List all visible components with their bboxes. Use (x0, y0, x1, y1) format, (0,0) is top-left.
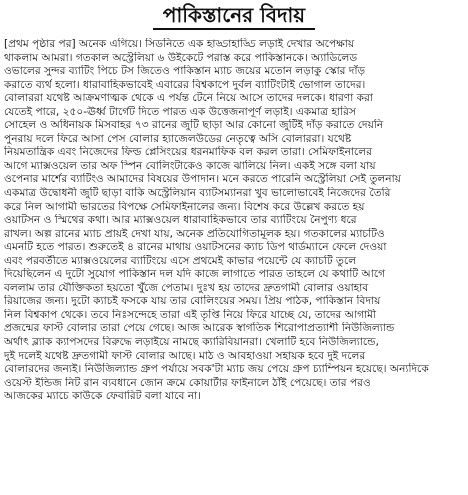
article-line: [প্রথম পৃষ্ঠার পর] অনেক এগিয়ে। সিডনিতে এক হাড্ডাহাড্ডি লড়াই দেখার অপেক্ষায় (4, 38, 355, 50)
article-line: এবং পরবর্তীতে ম্যাক্সওয়েলের ব্যাটিংয়ে এসে প্রথমেই কাভার পয়েন্টে যে ক্যাচটি তুলে (4, 254, 357, 267)
article-line: রাখল। অল্প রানের ম্যাচ প্রায়ই দেখা যায়, অনেক প্রতিযোগিতামূলক হয়। গতকালের ম্যাচটিও (4, 227, 385, 240)
article-line: যেতেই পারে, ২৫০-ঊর্ধ্ব টার্গেট দিতে পারত এক উত্তেজনাপূর্ণ লড়াই। একমাত্র হারিস (4, 105, 356, 118)
article-line: ওপেনার মার্শের ব্যাটিংও আমাদের বিষয়ের উপাদান। মনে করতে পারেনি অস্ট্রেলিয়া সেই তুলনায় (4, 173, 401, 186)
article-line: আগে ম্যাক্সওয়েল তার অফ স্পিন বোলিংটাকেও কাজে ঝালিয়ে নিল। একই সঙ্গে বলা যায় (4, 159, 376, 172)
article-headline: পাকিস্তানের বিদায় (153, 2, 315, 30)
article-line: সোহেল ও অধিনায়ক মিসবাহর ৭৩ রানের জুটি ছাড়া আর কোনো জুটিই দাঁড় করাতে দেয়নি (4, 119, 384, 132)
article-line: আজকের ম্যাচে কাউকে ফেবারিট বলা যাবে না। (4, 390, 201, 403)
article-line: অর্থাৎ ব্ল্যাক ক্যাপসদের বিরুদ্ধে লড়াইয়ে নামছে ক্যারিবিয়ানরা। খেলাটি হবে নিউজিল্যান্ডে, (4, 336, 379, 349)
article-line: নিয়মতান্ত্রিক এবং নিজেদের ফিল্ড প্লেসিংয়ের ধরনমাফিক বল করল তারা। সেমিফাইনালের (4, 146, 372, 159)
article-line: ওভালের সুন্দর ব্যাটিং পিচে টস জিতেও পাকিস্তান ম্যাচ জয়ের মতোন লড়াকু স্কোর দাঁড় (4, 65, 366, 78)
article-body (4, 38, 464, 404)
article-line: রিয়াজের জন্য। দুটো ক্যাচই ফসকে যায় তার বোলিংয়ের সময়। প্রিয় পাঠক, পাকিস্তান বিদায় (4, 295, 381, 308)
article-line: বোলাররা যথেষ্ট আক্রমণাত্মক থেকে এ পর্যন্ত টেনে নিয়ে আসে তাদের দলকে। ধারণা করা (4, 92, 373, 105)
article-page (4, 0, 464, 495)
article-line: দুই দলেই যথেষ্ট দ্রুতগামী ফাস্ট বোলার আছে। মাঠ ও আবহাওয়া সহায়ক হবে দুই দলের (4, 349, 366, 362)
article-line: করে নিল আগামী ভারতের বিপক্ষে সেমিফাইনালের জন্য। বিশেষ করে উল্লেখ করতে হয় (4, 200, 365, 213)
article-line: এমনটি হতে পারত। শুরুতেই ৪ রানের মাথায় ওয়াটসনের ক্যাচ ডিপ থার্ডম্যানে ফেলে দেওয়া (4, 241, 387, 254)
article-line: পুনরায় দলে ফিরে আসা পেস বোলার হ্যাজেলউডের নেতৃত্বে অসি বোলাররা। যথেষ্ট (4, 132, 352, 145)
article-line: দিয়েছিলেন এ দুটো সুযোগ পাকিস্তান দল যদি কাজে লাগাতে পারত তাহলে যে কথাটি আগে (4, 268, 386, 281)
article-line: নিল বিশ্বকাপ থেকে। তবে নিঃসন্দেহে তারা এই তৃপ্তি নিয়ে ফিরে যাচ্ছে যে, তাদের আগামী (4, 308, 377, 321)
headline-container (4, 2, 464, 30)
article-line: থাকলাম আমরা। গতকাল অস্ট্রেলিয়া ৬ উইকেটে পরাস্ত করে পাকিস্তানকে। অ্যাডিলেড (4, 51, 358, 64)
article-line: প্রজন্মের ফাস্ট বোলার তারা পেয়ে গেছে। আজ আরেক স্বাগতিক শিরোপাপ্রত্যাশী নিউজিল্যান্ড (4, 322, 395, 335)
article-line: বললাম তার যৌক্তিকতা হয়তো খুঁজে পেতাম। দুঃখ হয় তাদের দ্রুতগামী বোলার ওয়াহাব (4, 281, 369, 294)
article-line: করাতে ব্যর্থ হলো। ধারাবাহিকভাবেই এবারের বিশ্বকাপে দুর্বল ব্যাটিংটাই ভোগাল তাদের। (4, 78, 366, 91)
article-line: বোলারদের জন্যই। নিউজিল্যান্ড গ্রুপ পর্যায়ে সবক'টা ম্যাচ জয় পেয়ে গ্রুপ চ্যাম্পিয়ন হয়েছে। অন্যদিকে (4, 363, 429, 376)
article-line: ওয়াটসন ও স্মিথের কথা। আর ম্যাক্সওয়েল ধারাবাহিকভাবে তার ব্যাটিংয়ে নৈপুণ্য ধরে (4, 214, 357, 227)
article-line: ওয়েস্ট ইন্ডিজ নিট রান ব্যবধানে জোন ক্রমে কোয়ার্টার ফাইনালে ঠাঁই পেয়েছে। তার পরও (4, 376, 371, 389)
article-line: একমাত্র উদ্বোধনী জুটি ছাড়া বাকি অস্ট্রেলিয়ান ব্যাটসম্যানরা খুব ভালোভাবেই নিজেদের তৈরি (4, 187, 391, 200)
